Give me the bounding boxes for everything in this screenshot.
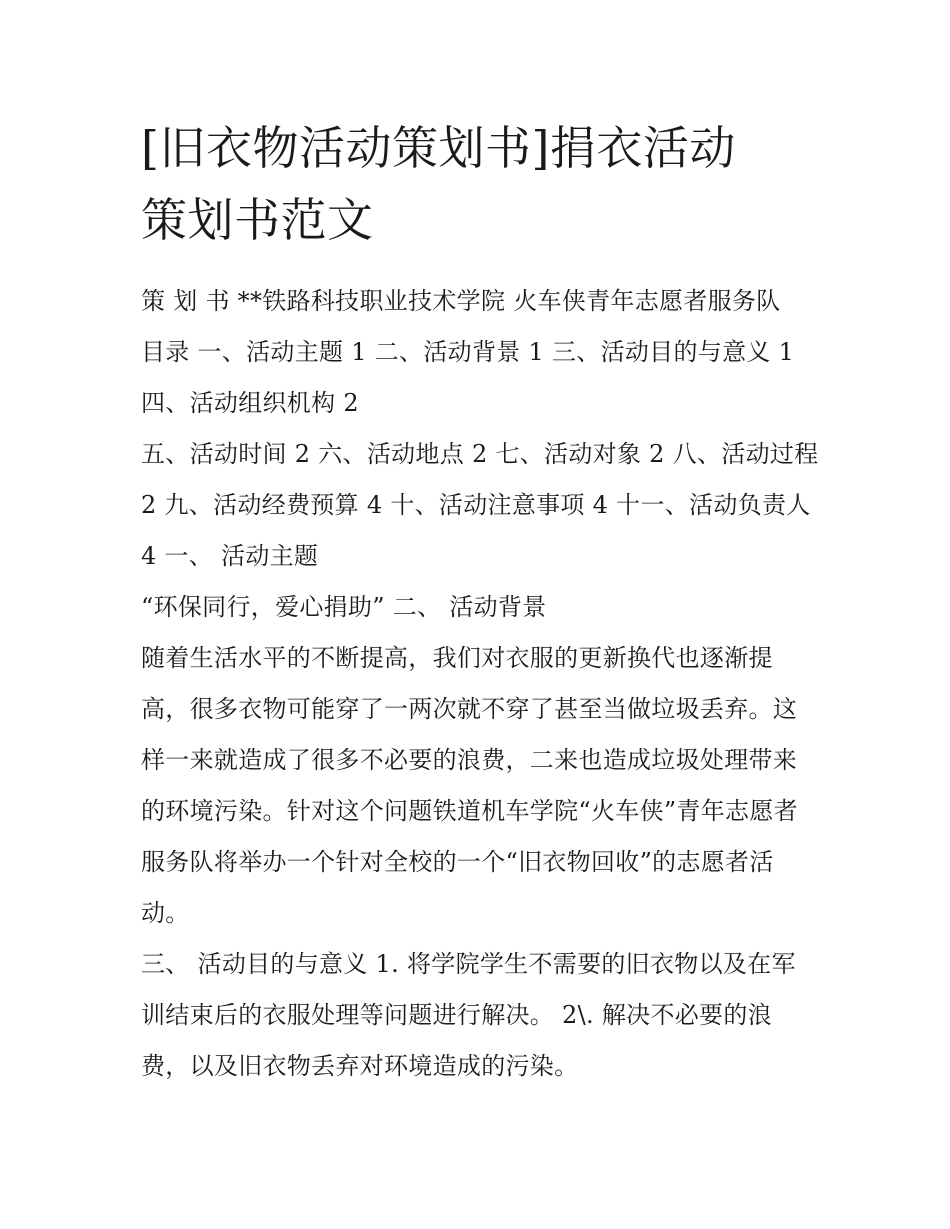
body-line-background-2: 高，很多衣物可能穿了一两次就不穿了甚至当做垃圾丢弃。这 bbox=[141, 695, 798, 723]
document-title bbox=[141, 112, 831, 256]
body-line-background-6: 动。 bbox=[141, 899, 190, 927]
body-line-purpose-3: 费，以及旧衣物丢弃对环境造成的污染。 bbox=[141, 1052, 579, 1080]
body-line-background-1: 随着生活水平的不断提高，我们对衣服的更新换代也逐渐提 bbox=[141, 644, 773, 672]
body-line-toc-1: 目录 一、活动主题 1 二、活动背景 1 三、活动目的与意义 1 bbox=[141, 338, 795, 366]
body-line-background-3: 样一来就造成了很多不必要的浪费，二来也造成垃圾处理带来 bbox=[141, 746, 798, 774]
body-line-purpose-1: 三、 活动目的与意义 1. 将学院学生不需要的旧衣物以及在军 bbox=[141, 950, 796, 978]
body-line-toc-3: 五、活动时间 2 六、活动地点 2 七、活动对象 2 八、活动过程 bbox=[141, 440, 819, 468]
title-line-2: 策划书范文 bbox=[141, 193, 374, 247]
body-line-background-5: 服务队将举办一个针对全校的一个“旧衣物回收”的志愿者活 bbox=[141, 848, 774, 876]
body-line-purpose-2: 训结束后的衣服处理等问题进行解决。 2\. 解决不必要的浪 bbox=[141, 1001, 772, 1029]
title-line-1: [旧衣物活动策划书]捐衣活动 bbox=[141, 121, 736, 175]
body-line-toc-4: 2 九、活动经费预算 4 十、活动注意事项 4 十一、活动负责人 bbox=[141, 491, 811, 519]
body-line-header: 策 划 书 **铁路科技职业技术学院 火车侠青年志愿者服务队 bbox=[141, 287, 781, 315]
document-body bbox=[141, 276, 831, 1092]
body-line-background-4: 的环境污染。针对这个问题铁道机车学院“火车侠”青年志愿者 bbox=[141, 797, 798, 825]
body-line-section-1: 4 一、 活动主题 bbox=[141, 542, 319, 570]
body-line-theme: “环保同行，爱心捐助” 二、 活动背景 bbox=[141, 593, 547, 621]
body-line-toc-2: 四、活动组织机构 2 bbox=[141, 389, 359, 417]
